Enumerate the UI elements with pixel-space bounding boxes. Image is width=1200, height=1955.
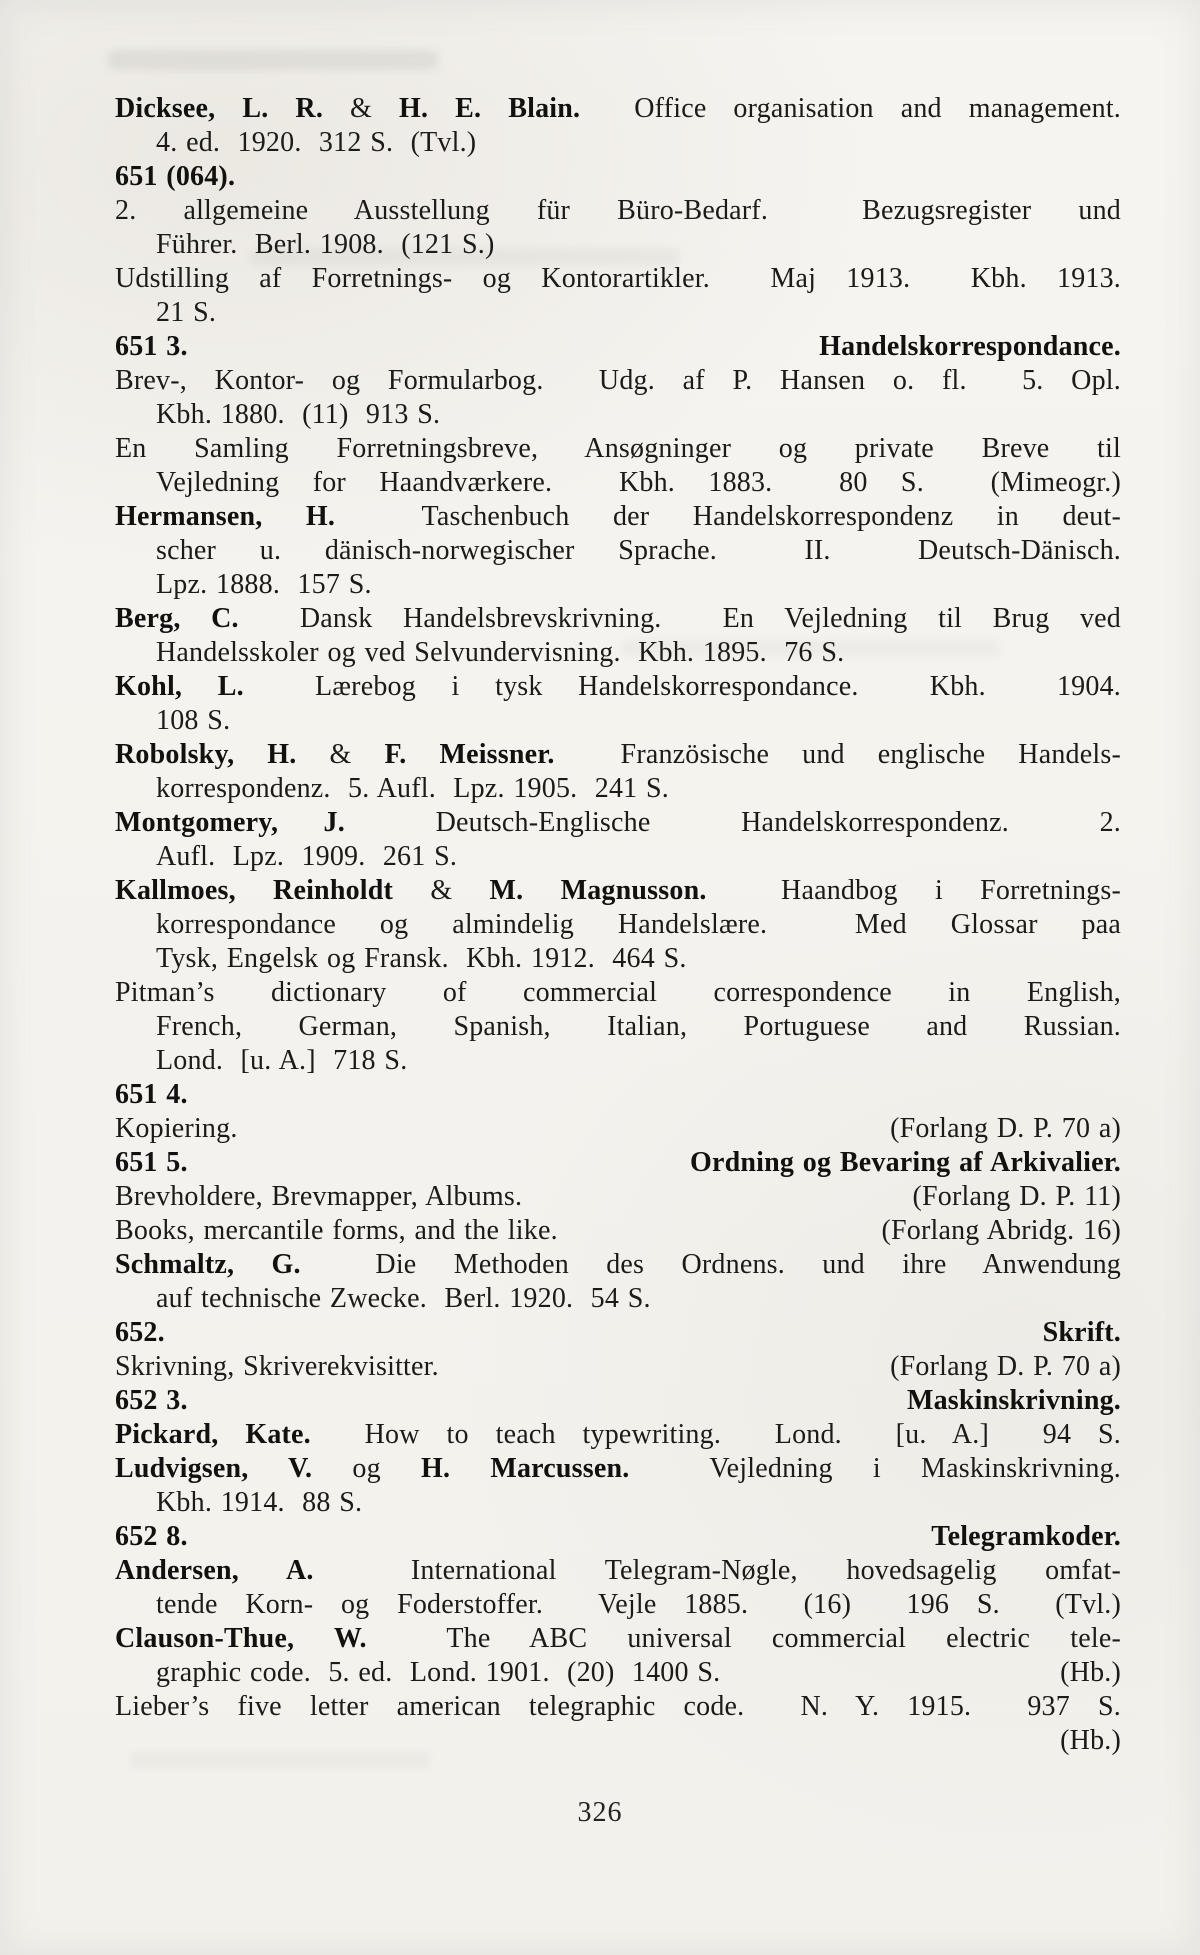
bold-text-segment: 652.: [115, 1317, 165, 1348]
text-segment: Vejledning for Haandværkere. Kbh. 1883. 80 S. (Mimeogr.): [156, 467, 1121, 498]
text-segment: Skrivning, Skriverekvisitter.: [115, 1351, 439, 1382]
continuation-line: [115, 126, 1121, 160]
print-bleedthrough-artifact: [108, 50, 438, 70]
line-right-part: [819, 330, 1121, 364]
continuation-line: [115, 534, 1121, 568]
entry-line: [115, 738, 1121, 772]
entry-line: [115, 1248, 1121, 1282]
text-segment: Dansk Handelsbrevskrivning. En Vejledning til Brug ved: [238, 603, 1121, 634]
bold-text-segment: Handelskorrespondance.: [819, 331, 1121, 362]
text-segment: French, German, Spanish, Italian, Portuguese and Russian.: [156, 1011, 1121, 1042]
text-segment: Pitman’s dictionary of commercial correspondence in English,: [115, 977, 1121, 1008]
text-segment: (Forlang D. P. 11): [912, 1181, 1121, 1212]
bold-text-segment: Clauson-Thue, W.: [115, 1623, 367, 1654]
class-heading-line: [115, 160, 1121, 194]
bold-text-segment: H. Marcussen.: [420, 1453, 630, 1484]
line-left-part: [115, 330, 188, 364]
continuation-line: [115, 704, 1121, 738]
line-right-part: [1060, 1724, 1121, 1758]
text-segment: Führer. Berl. 1908. (121 S.): [156, 229, 495, 260]
text-segment: auf technische Zwecke. Berl. 1920. 54 S.: [156, 1283, 651, 1314]
entry-line: [115, 1690, 1121, 1724]
entry-line: [115, 500, 1121, 534]
entry-line: [115, 1214, 1121, 1248]
line-right-part: [912, 1180, 1121, 1214]
text-segment: Brevholdere, Brevmapper, Albums.: [115, 1181, 523, 1212]
text-segment: Kopiering.: [115, 1113, 238, 1144]
line-right-part: [907, 1384, 1121, 1418]
bold-text-segment: 651 5.: [115, 1147, 188, 1178]
entry-line: [115, 976, 1121, 1010]
line-left-part: [115, 1112, 238, 1146]
text-segment: Vejledning i Maskinskrivning.: [629, 1453, 1121, 1484]
class-heading-line: [115, 330, 1121, 364]
continuation-line: [115, 568, 1121, 602]
text-segment: tende Korn- og Foderstoffer. Vejle 1885. (16) 196 S. (Tvl.): [156, 1589, 1121, 1620]
continuation-line: [115, 1044, 1121, 1078]
bold-text-segment: H. E. Blain.: [399, 93, 581, 124]
text-segment: Deutsch-Englische Handelskorrespondenz. 2.: [344, 807, 1121, 838]
bold-text-segment: Robolsky, H.: [115, 739, 330, 770]
page-content: [115, 92, 1121, 1758]
text-segment: Lieber’s five letter american telegraphic code. N. Y. 1915. 937 S.: [115, 1691, 1121, 1722]
bold-text-segment: 651 (064).: [115, 161, 236, 192]
bold-text-segment: 652 3.: [115, 1385, 188, 1416]
continuation-line: [115, 772, 1121, 806]
entry-line: [115, 1350, 1121, 1384]
bold-text-segment: Ludvigsen, V.: [115, 1453, 353, 1484]
bold-text-segment: M. Magnusson.: [489, 875, 707, 906]
text-segment: korrespondenz. 5. Aufl. Lpz. 1905. 241 S.: [156, 773, 670, 804]
line-right-part: [690, 1146, 1121, 1180]
text-segment: scher u. dänisch-norwegischer Sprache. II. Deutsch-Dänisch.: [156, 535, 1121, 566]
continuation-line: [115, 1010, 1121, 1044]
text-segment: Lpz. 1888. 157 S.: [156, 569, 372, 600]
bold-text-segment: Maskinskrivning.: [906, 1385, 1121, 1416]
line-left-part: [115, 1180, 522, 1214]
continuation-line: [115, 466, 1121, 500]
text-segment: Tysk, Engelsk og Fransk. Kbh. 1912. 464 S.: [156, 943, 687, 974]
text-segment: Kbh. 1914. 88 S.: [156, 1487, 363, 1518]
entry-line: [115, 364, 1121, 398]
continuation-line: [115, 908, 1121, 942]
class-heading-line: [115, 1146, 1121, 1180]
text-segment: Kbh. 1880. (11) 913 S.: [156, 399, 441, 430]
entry-line: [115, 874, 1121, 908]
bold-text-segment: Andersen, A.: [115, 1555, 314, 1586]
class-heading-line: [115, 1078, 1121, 1112]
bold-text-segment: Kohl, L.: [115, 671, 244, 702]
text-segment: Die Methoden des Ordnens. und ihre Anwendung: [300, 1249, 1121, 1280]
bold-text-segment: Pickard, Kate.: [115, 1419, 311, 1450]
bold-text-segment: F. Meissner.: [384, 739, 555, 770]
entry-line: [115, 92, 1121, 126]
text-segment: &: [430, 875, 490, 906]
text-segment: 108 S.: [156, 705, 231, 736]
text-segment: (Forlang D. P. 70 a): [890, 1351, 1121, 1382]
continuation-line: [115, 636, 1121, 670]
continuation-line: [115, 840, 1121, 874]
entry-line: [115, 262, 1121, 296]
bold-text-segment: Schmaltz, G.: [115, 1249, 301, 1280]
class-heading-line: [115, 1384, 1121, 1418]
text-segment: Office organisation and management.: [580, 93, 1121, 124]
class-heading-line: [115, 1520, 1121, 1554]
entry-line: [115, 806, 1121, 840]
text-segment: (Hb.): [1060, 1725, 1121, 1756]
entry-line: [115, 1554, 1121, 1588]
entry-line: [115, 670, 1121, 704]
bold-text-segment: 651 3.: [115, 331, 188, 362]
continuation-line: [115, 1282, 1121, 1316]
text-segment: Französische und englische Handels-: [554, 739, 1121, 770]
bold-text-segment: 651 4.: [115, 1079, 188, 1110]
text-segment: og: [352, 1453, 421, 1484]
bold-text-segment: Montgomery, J.: [115, 807, 345, 838]
continuation-line: [115, 942, 1121, 976]
continuation-line: [115, 1486, 1121, 1520]
continuation-line: [115, 1588, 1121, 1622]
line-right-part: [1043, 1316, 1121, 1350]
line-left-part: [115, 1214, 558, 1248]
text-segment: &: [350, 93, 400, 124]
text-segment: Handelsskoler og ved Selvundervisning. Kbh. 1895. 76 S.: [156, 637, 845, 668]
text-segment: (Hb.): [1060, 1657, 1121, 1688]
text-segment: 4. ed. 1920. 312 S. (Tvl.): [156, 127, 477, 158]
bold-text-segment: Ordning og Bevaring af Arkivalier.: [689, 1147, 1121, 1178]
text-segment: Udstilling af Forretnings- og Kontorartikler. Maj 1913. Kbh. 1913.: [115, 263, 1121, 294]
continuation-line: [115, 1724, 1121, 1758]
line-right-part: [890, 1350, 1121, 1384]
bold-text-segment: Hermansen, H.: [115, 501, 336, 532]
line-right-part: [931, 1520, 1121, 1554]
bold-text-segment: Kallmoes, Reinholdt: [115, 875, 431, 906]
line-left-part: [115, 1384, 188, 1418]
page-number: 326: [577, 1797, 623, 1828]
line-left-part: [115, 1350, 439, 1384]
text-segment: International Telegram-Nøgle, hovedsagelig omfat-: [313, 1555, 1121, 1586]
entry-line: [115, 1452, 1121, 1486]
entry-line: [115, 1112, 1121, 1146]
text-segment: Lærebog i tysk Handelskorrespondance. Kbh. 1904.: [243, 671, 1121, 702]
text-segment: En Samling Forretningsbreve, Ansøgninger og private Breve til: [115, 433, 1121, 464]
bold-text-segment: 652 8.: [115, 1521, 188, 1552]
text-segment: Haandbog i Forretnings-: [706, 875, 1121, 906]
text-segment: The ABC universal commercial electric tele-: [366, 1623, 1121, 1654]
line-right-part: [881, 1214, 1121, 1248]
continuation-line: [115, 1656, 1121, 1690]
text-segment: (Forlang D. P. 70 a): [890, 1113, 1121, 1144]
line-left-part: [115, 1316, 165, 1350]
continuation-line: [115, 398, 1121, 432]
text-segment: Brev-, Kontor- og Formularbog. Udg. af P. Hansen o. fl. 5. Opl.: [115, 365, 1121, 396]
text-segment: Aufl. Lpz. 1909. 261 S.: [156, 841, 458, 872]
bold-text-segment: Skrift.: [1042, 1317, 1121, 1348]
text-segment: &: [329, 739, 385, 770]
entry-line: [115, 602, 1121, 636]
line-right-part: [890, 1112, 1121, 1146]
entry-line: [115, 194, 1121, 228]
entry-line: [115, 1418, 1121, 1452]
text-segment: How to teach typewriting. Lond. [u. A.] 94 S.: [310, 1419, 1121, 1450]
entry-line: [115, 432, 1121, 466]
class-heading-line: [115, 1316, 1121, 1350]
text-segment: 21 S.: [156, 297, 217, 328]
continuation-line: [115, 228, 1121, 262]
text-segment: korrespondance og almindelig Handelslære. Med Glossar paa: [156, 909, 1121, 940]
continuation-line: [115, 296, 1121, 330]
line-right-part: [1060, 1656, 1121, 1690]
line-left-part: [115, 1146, 188, 1180]
text-segment: Lond. [u. A.] 718 S.: [156, 1045, 408, 1076]
text-segment: Taschenbuch der Handelskorrespondenz in deut-: [335, 501, 1121, 532]
bold-text-segment: Dicksee, L. R.: [115, 93, 351, 124]
line-left-part: [115, 1520, 188, 1554]
text-segment: (Forlang Abridg. 16): [881, 1215, 1121, 1246]
bold-text-segment: Berg, C.: [115, 603, 239, 634]
entry-line: [115, 1622, 1121, 1656]
line-left-part: [156, 1656, 720, 1690]
text-segment: Books, mercantile forms, and the like.: [115, 1215, 558, 1246]
text-segment: 2. allgemeine Ausstellung für Büro-Bedarf. Bezugsregister und: [115, 195, 1121, 226]
bold-text-segment: Telegramkoder.: [931, 1521, 1121, 1552]
entry-line: [115, 1180, 1121, 1214]
text-segment: graphic code. 5. ed. Lond. 1901. (20) 1400 S.: [156, 1657, 721, 1688]
